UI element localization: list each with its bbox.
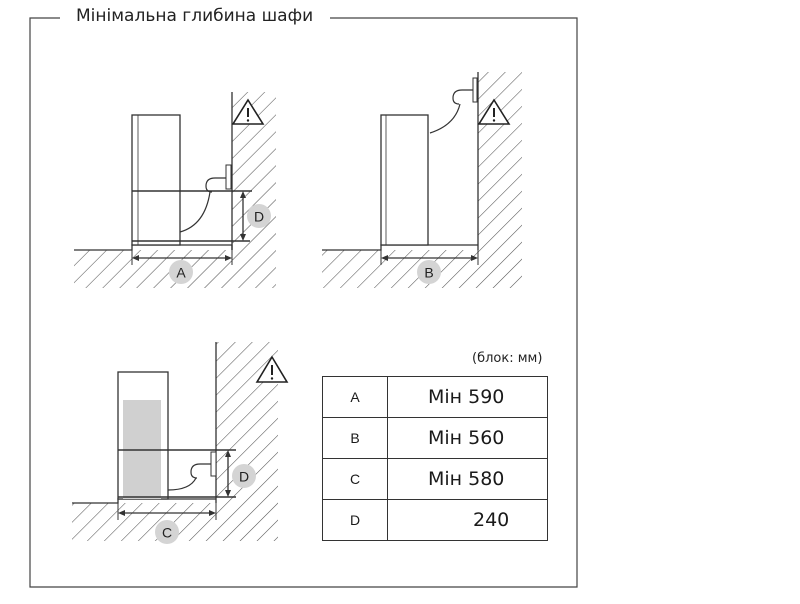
spec-key: D <box>323 500 388 541</box>
water-faucet-icon <box>206 178 226 192</box>
spec-key: A <box>323 377 388 418</box>
label-d: D <box>253 208 265 225</box>
water-faucet-icon <box>191 464 211 478</box>
cabinet <box>132 115 180 245</box>
label-c: C <box>161 524 173 541</box>
floor-hatch <box>74 250 232 288</box>
spec-value: Мін 560 <box>388 418 548 459</box>
table-row <box>323 377 548 418</box>
figure-3 <box>72 342 287 544</box>
page-title: Мінімальна глибина шафи <box>66 6 323 26</box>
floor-hatch <box>322 250 478 288</box>
spec-key: B <box>323 418 388 459</box>
table-row <box>323 459 548 500</box>
cabinet <box>381 115 428 245</box>
spec-key: C <box>323 459 388 500</box>
spec-value: Мін 580 <box>388 459 548 500</box>
unit-note: (блок: мм) <box>472 351 543 366</box>
floor-hatch <box>72 503 216 541</box>
wall-hatch <box>478 72 522 288</box>
figure-1 <box>74 92 276 288</box>
water-faucet-icon <box>453 90 473 104</box>
spec-value: 240 <box>388 500 548 541</box>
table-row <box>323 418 548 459</box>
label-d: D <box>238 468 250 485</box>
table-row <box>323 500 548 541</box>
spec-value: Мін 590 <box>388 377 548 418</box>
figure-2 <box>322 72 522 288</box>
label-b: B <box>424 264 434 281</box>
spec-table <box>322 376 548 541</box>
label-a: A <box>176 264 186 281</box>
